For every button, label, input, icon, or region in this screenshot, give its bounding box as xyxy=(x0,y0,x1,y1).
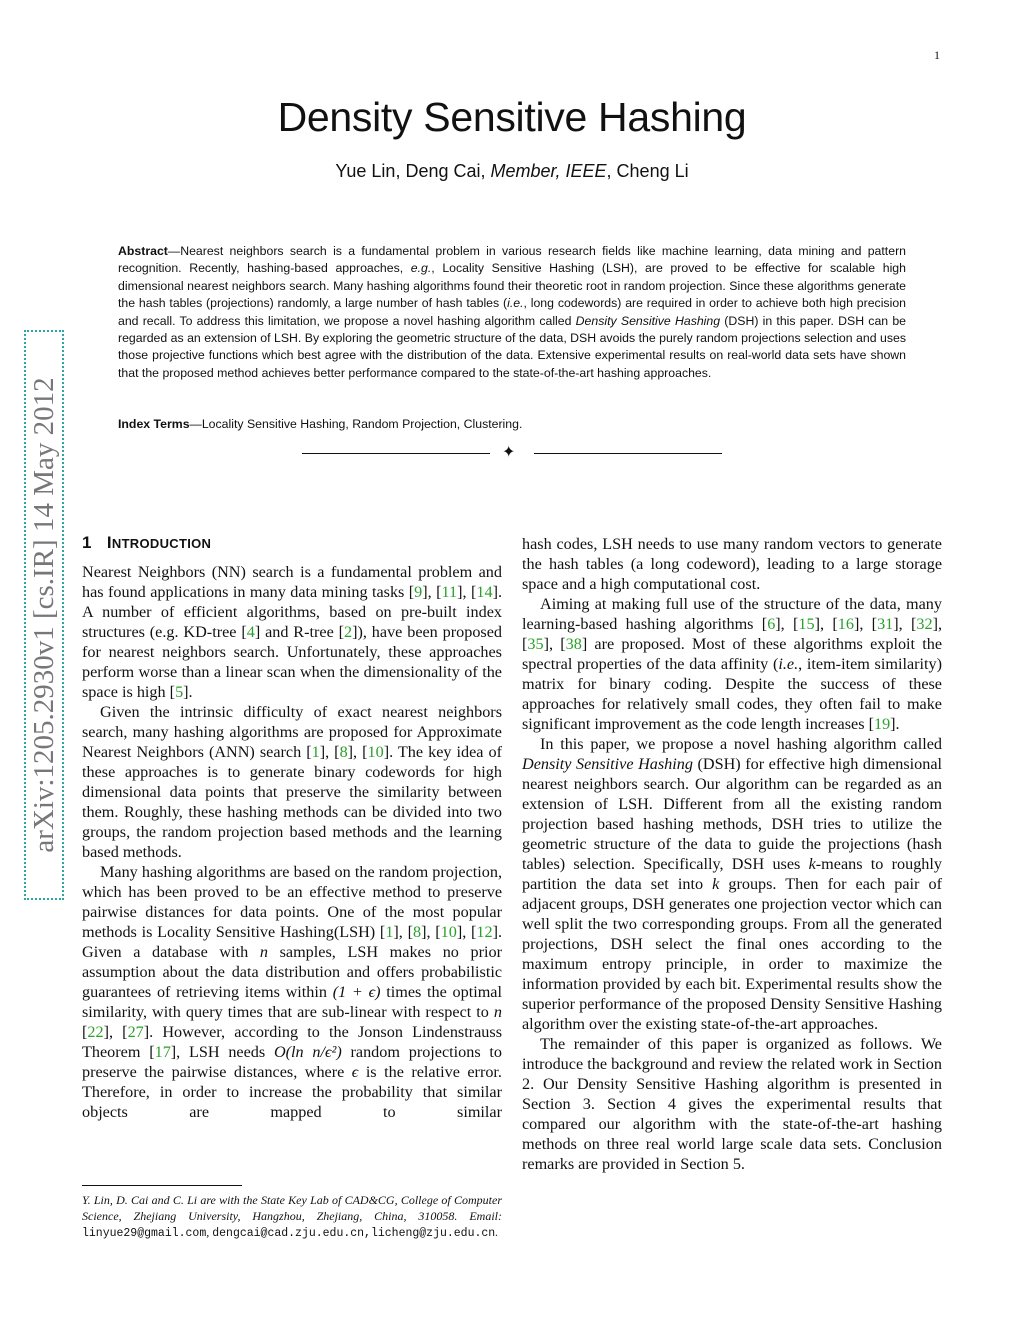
citation-link[interactable]: 4 xyxy=(246,623,255,641)
divider-rule-left xyxy=(302,453,490,454)
abstract-ie: i.e. xyxy=(507,296,524,311)
citation-link[interactable]: 16 xyxy=(837,615,854,633)
citation-link[interactable]: 38 xyxy=(565,635,582,653)
paragraph: Given the intrinsic difficulty of exact nearest neighbors search, many hashing algorithms are proposed for Approximate Nearest Neighbors (ANN) search [1], [8], [10]. The key idea of these approaches is to generate binary codewords for high dimensional data points that preserve the similarity between them. Roughly, these hashing methods can be divided into two groups, the random projection based methods and the learning based methods. xyxy=(82,703,503,861)
citation-link[interactable]: 1 xyxy=(385,923,394,941)
index-terms-text: —Locality Sensitive Hashing, Random Projection, Clustering. xyxy=(189,417,523,431)
page-number: 1 xyxy=(934,48,940,62)
right-column xyxy=(522,534,942,1174)
math-inline: n xyxy=(493,1003,502,1021)
abstract-eg: e.g. xyxy=(410,261,432,276)
paragraph: The remainder of this paper is organized as follows. We introduce the background and review the related work in Section 2. Our Density Sensitive Hashing algorithm is presented in Section 3. Section 4 gives the experimental results that compared our algorithm with the state-of-the-art hashing methods on three real world large scale data sets. Conclusion remarks are provided in Section 5. xyxy=(522,1035,942,1173)
citation-link[interactable]: 8 xyxy=(339,743,348,761)
method-name: Density Sensitive Hashing xyxy=(522,755,693,773)
index-terms xyxy=(118,417,906,431)
paragraph: Nearest Neighbors (NN) search is a fundamental problem and has found applications in many data mining tasks [9], [11], [14]. A number of efficient algorithms, based on pre-built index structures (e.g. KD-tree [4] and R-tree [2]), have been proposed for nearest neighbors search. Unfortunately, these approaches perform worse than a linear scan when the dimensionality of the space is high [5]. xyxy=(82,563,503,701)
citation-link[interactable]: 35 xyxy=(527,635,544,653)
author-membership: Member, IEEE xyxy=(490,161,607,181)
abstract-label: Abstract xyxy=(118,244,168,258)
divider-star-icon: ✦ xyxy=(502,444,516,461)
section-heading xyxy=(82,533,211,553)
citation-link[interactable]: 22 xyxy=(87,1023,104,1041)
citation-link[interactable]: 1 xyxy=(311,743,320,761)
math-inline: k xyxy=(712,875,720,893)
arxiv-stamp[interactable]: arXiv:1205.2930v1 [cs.IR] 14 May 2012 xyxy=(24,330,64,900)
abstract-text: , long codewords) are required in order to achieve both high precision and recall. To address this limitation, we propose a novel hashing algorithm called xyxy=(118,296,906,328)
citation-link[interactable]: 6 xyxy=(767,615,776,633)
citation-link[interactable]: 31 xyxy=(877,615,894,633)
citation-link[interactable]: 10 xyxy=(367,743,384,761)
abstract-text: , Locality Sensitive Hashing (LSH), are proved to be effective for scalable high dimensional nearest neighbors search. Many hashing algorithms found their theoretic root in random projection. Since these algorithms generate the hash tables (projections) randomly, a large number of hash tables ( xyxy=(118,261,906,311)
paper-title: Density Sensitive Hashing xyxy=(277,94,747,140)
section-number: 1 xyxy=(82,533,92,552)
math-inline: n xyxy=(259,943,268,961)
abbrev-ie: i.e. xyxy=(778,655,799,673)
section-title-rest: NTRODUCTION xyxy=(111,536,212,551)
citation-link[interactable]: 12 xyxy=(476,923,493,941)
citation-link[interactable]: 11 xyxy=(441,583,458,601)
divider-rule-right xyxy=(534,453,722,454)
author-names: Yue Lin, Deng Cai, xyxy=(335,161,491,181)
section-title-initial: I xyxy=(106,533,112,552)
citation-link[interactable]: 2 xyxy=(344,623,353,641)
index-terms-label: Index Terms xyxy=(118,417,190,431)
abstract-method-name: Density Sensitive Hashing xyxy=(575,313,721,328)
citation-link[interactable]: 9 xyxy=(414,583,423,601)
citation-link[interactable]: 19 xyxy=(873,715,891,733)
section-divider xyxy=(302,445,722,463)
author-names-2: , Cheng Li xyxy=(606,161,689,181)
author-line xyxy=(0,161,1024,182)
paragraph: hash codes, LSH needs to use many random vectors to generate the hash tables (a long codeword), leading to a large storage space and a high computational cost. xyxy=(522,535,942,593)
math-inline: O(ln n/ϵ²) xyxy=(273,1043,342,1061)
citation-link[interactable]: 10 xyxy=(440,923,457,941)
footnote-rule xyxy=(82,1185,242,1186)
footnote: Y. Lin, D. Cai and C. Li are with the State Key Lab of CAD&CG, College of Computer Science, Zhejiang University, Hangzhou, Zhejiang, China, 310058. Email: linyue29@gmail.com, dengcai@cad.zju.edu.cn,licheng@zju.edu.cn. xyxy=(82,1193,502,1240)
citation-link[interactable]: 32 xyxy=(916,615,933,633)
abstract-text: —Nearest neighbors search is a fundamental problem in various research fields like machine learning, data mining and pattern recognition. Recently, hashing-based approaches, xyxy=(118,244,906,276)
citation-link[interactable]: 17 xyxy=(154,1043,171,1061)
email-link[interactable]: linyue29@gmail.com xyxy=(82,1227,207,1240)
citation-link[interactable]: 14 xyxy=(476,583,493,601)
paragraph: Many hashing algorithms are based on the random projection, which has been proved to be an effective method to preserve pairwise distances for data points. One of the most popular methods is Locality Sensitive Hashing(LSH) [1], [8], [10], [12]. Given a database with n samples, LSH makes no prior assumption about the data distribution and offers probabilistic guarantees of retrieving items within (1 + ϵ) times the optimal similarity, with query times that are sub-linear with respect to n [22], [27]. However, according to the Jonson Lindenstrauss Theorem [17], LSH needs O(ln n/ϵ²) random projections to preserve the pairwise distances, where ϵ is the relative error. Therefore, in order to increase the probability that similar objects are mapped to similar xyxy=(82,863,503,1121)
abstract xyxy=(118,243,906,382)
math-inline: ϵ xyxy=(351,1063,359,1081)
math-inline: (1 + ϵ) xyxy=(332,983,381,1001)
paragraph: Aiming at making full use of the structure of the data, many learning-based hashing algorithms [6], [15], [16], [31], [32], [35], [38] are proposed. Most of these algorithms exploit the spectral properties of the data affinity (i.e., item-item similarity) matrix for binary coding. Despite the success of these approaches for relatively small codes, they often fail to make significant improvement as the code length increases [19]. xyxy=(522,595,943,733)
abstract-text: (DSH) in this paper. DSH can be regarded as an extension of LSH. By exploring the geometric structure of the data, DSH avoids the purely random projections selection and uses those projective functions which best agree with the distribution of the data. Extensive experimental results on real-world data sets have shown that the proposed method achieves better performance compared to the state-of-the-art hashing approaches. xyxy=(118,313,906,380)
paragraph: In this paper, we propose a novel hashing algorithm called Density Sensitive Hashing (DSH) for effective high dimensional nearest neighbors search. Our algorithm can be regarded as an extension of LSH. Different from all the existing random projection based hashing methods, DSH tries to utilize the geometric structure of the data to guide the projections (hash tables) selection. Specifically, DSH uses k-means to roughly partition the data set into k groups. Then for each pair of adjacent groups, DSH generates one projection vector which can well split the two corresponding groups. From all the generated projections, DSH select the final ones according to the maximum entropy principle, in order to maximize the information provided by each bit. Experimental results show the superior performance of the proposed Density Sensitive Hashing algorithm over the existing state-of-the-art approaches. xyxy=(522,735,943,1033)
math-inline: k xyxy=(808,855,816,873)
citation-link[interactable]: 8 xyxy=(412,923,422,941)
email-link[interactable]: dengcai@cad.zju.edu.cn,licheng@zju.edu.cn xyxy=(212,1227,496,1240)
citation-link[interactable]: 15 xyxy=(798,615,815,633)
citation-link[interactable]: 5 xyxy=(175,683,184,701)
left-column xyxy=(82,562,502,1122)
citation-link[interactable]: 27 xyxy=(127,1023,144,1041)
